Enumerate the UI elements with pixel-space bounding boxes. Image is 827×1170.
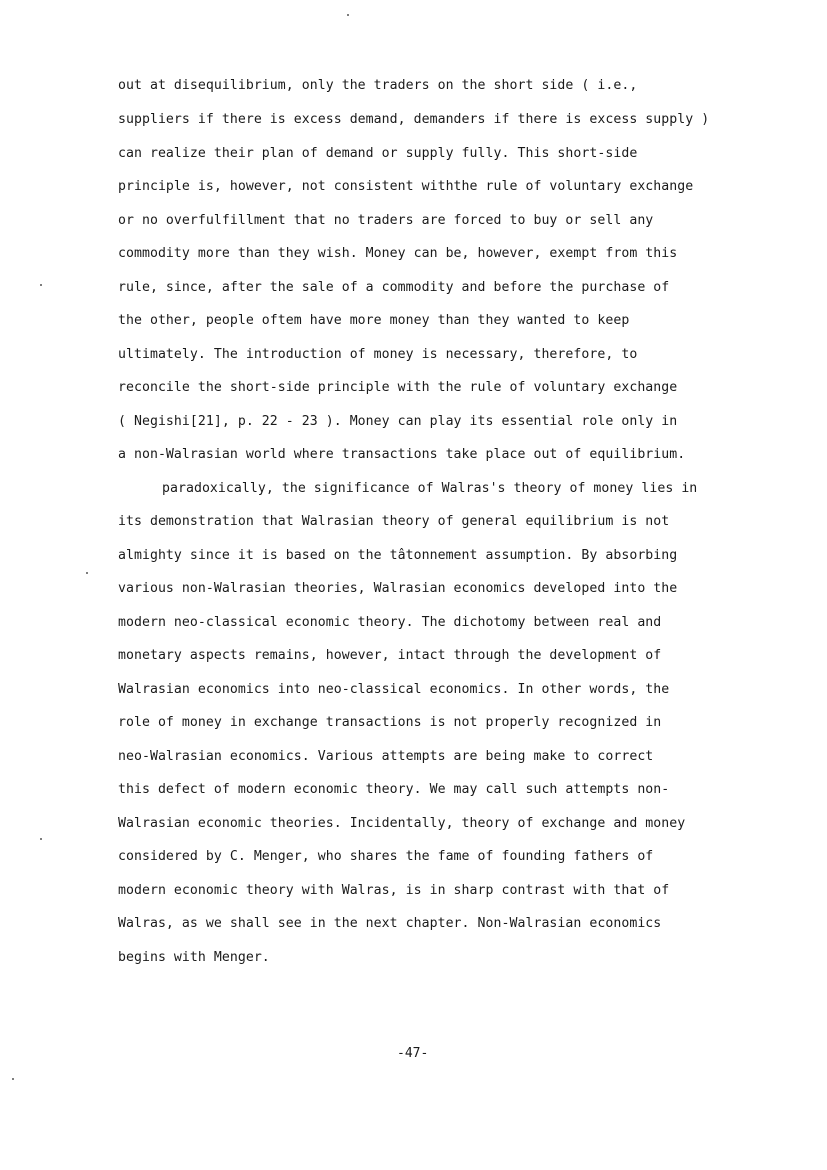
- text-line: principle is, however, not consistent withthe rule of voluntary exchange: [118, 179, 694, 194]
- text-line: commodity more than they wish. Money can be, however, exempt from this: [118, 246, 678, 261]
- text-line: neo-Walrasian economics. Various attempts are being make to correct: [118, 749, 654, 764]
- text-line: paradoxically, the significance of Walras's theory of money lies in: [162, 481, 698, 496]
- page-number: -47-: [397, 1046, 429, 1061]
- text-line: Walrasian economics into neo-classical economics. In other words, the: [118, 682, 670, 697]
- text-line: monetary aspects remains, however, intact through the development of: [118, 648, 662, 663]
- text-line: almighty since it is based on the tâtonnement assumption. By absorbing: [118, 548, 678, 563]
- text-line: its demonstration that Walrasian theory of general equilibrium is not: [118, 514, 670, 529]
- text-line: or no overfulfillment that no traders are forced to buy or sell any: [118, 213, 654, 228]
- scan-speck: [12, 1078, 14, 1080]
- scan-speck: [86, 572, 88, 574]
- text-line: reconcile the short-side principle with the rule of voluntary exchange: [118, 380, 678, 395]
- text-line: Walras, as we shall see in the next chapter. Non-Walrasian economics: [118, 916, 662, 931]
- text-line: a non-Walrasian world where transactions take place out of equilibrium.: [118, 447, 686, 462]
- text-line: rule, since, after the sale of a commodity and before the purchase of: [118, 280, 670, 295]
- text-line: can realize their plan of demand or supply fully. This short-side: [118, 146, 638, 161]
- text-line: suppliers if there is excess demand, demanders if there is excess supply ): [118, 112, 710, 127]
- text-line: ( Negishi[21], p. 22 - 23 ). Money can play its essential role only in: [118, 414, 678, 429]
- scan-speck: [40, 284, 42, 286]
- text-line: Walrasian economic theories. Incidentally, theory of exchange and money: [118, 816, 686, 831]
- text-line: considered by C. Menger, who shares the fame of founding fathers of: [118, 849, 654, 864]
- text-line: various non-Walrasian theories, Walrasian economics developed into the: [118, 581, 678, 596]
- scan-speck: [347, 14, 349, 16]
- text-line: modern neo-classical economic theory. The dichotomy between real and: [118, 615, 662, 630]
- text-line: out at disequilibrium, only the traders on the short side ( i.e.,: [118, 78, 638, 93]
- text-line: ultimately. The introduction of money is necessary, therefore, to: [118, 347, 638, 362]
- scan-speck: [40, 838, 42, 840]
- text-line: modern economic theory with Walras, is in sharp contrast with that of: [118, 883, 670, 898]
- text-line: begins with Menger.: [118, 950, 270, 965]
- text-line: role of money in exchange transactions is not properly recognized in: [118, 715, 662, 730]
- text-line: this defect of modern economic theory. We may call such attempts non-: [118, 782, 670, 797]
- text-line: the other, people oftem have more money than they wanted to keep: [118, 313, 630, 328]
